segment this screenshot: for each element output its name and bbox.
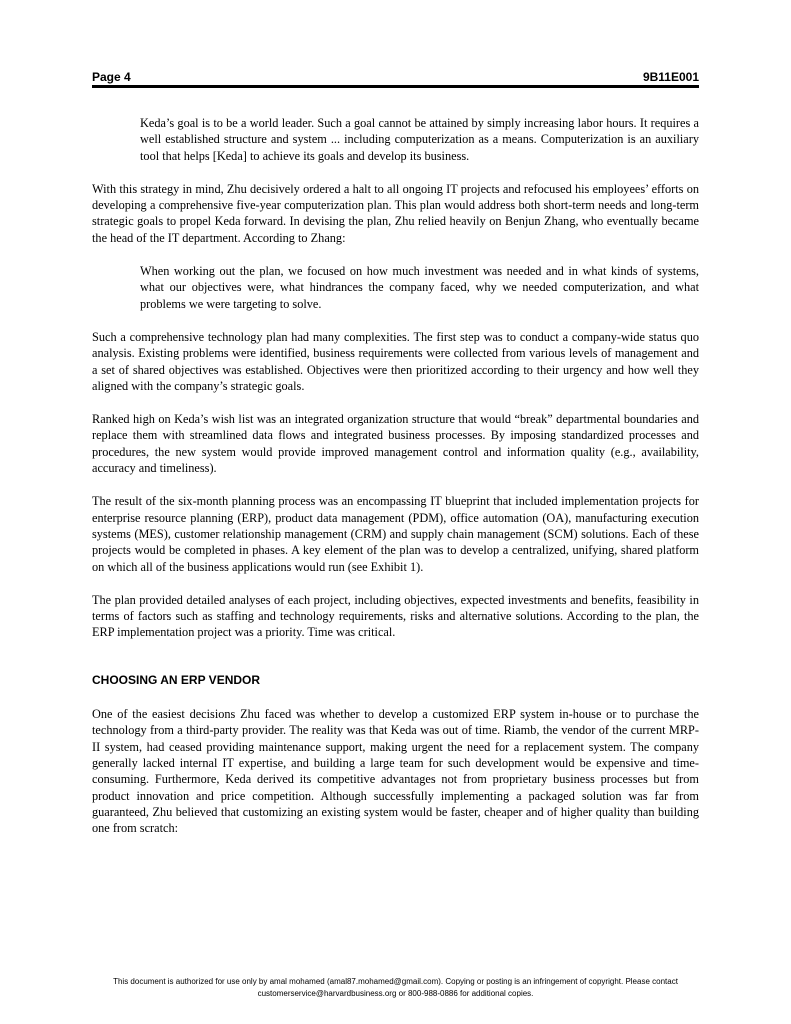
copyright-footer (70, 976, 721, 1000)
case-number: 9B11E001 (642, 70, 699, 84)
paragraph-complexities: Such a comprehensive technology plan had many complexities. The first step was to conduct a company-wide status quo analysis. Existing problems were identified, business requirements were collected from various levels of management and a set of shared objectives was established. Objectives were then prioritized according to their urgency and how well they aligned with the company’s strategic goals. (92, 329, 699, 393)
paragraph-blueprint: The result of the six-month planning process was an encompassing IT blueprint that included implementation projects for enterprise resource planning (ERP), product data management (PDM), office automation (OA), manufacturing execution systems (MES), customer relationship management (CRM) and supply chain management (SCM) solutions. Each of these projects would be completed in phases. A key element of the plan was to develop a centralized, unifying, shared platform on which all of the business applications would run (see Exhibit 1). (92, 494, 699, 574)
document-body (92, 115, 699, 853)
paragraph-wish-list: Ranked high on Keda’s wish list was an integrated organization structure that would “break” departmental boundaries and replace them with streamlined data flows and integrated business processes. By imposing standardized processes and procedures, the new system would provide improved management control and information quality (e.g., availability, accuracy and timeliness). (92, 412, 699, 476)
page-header (92, 68, 699, 86)
section-heading: CHOOSING AN ERP VENDOR (92, 672, 261, 687)
paragraph-erp-vendor: One of the easiest decisions Zhu faced was whether to develop a customized ERP system in-house or to purchase the technology from a third-party provider. The reality was that Keda was out of time. Riamb, the vendor of the current MRP-II system, had ceased providing maintenance support, making urgent the need for a replacement system. The company generally lacked internal IT expertise, and building a large team for such development would be expensive and time-consuming. Furthermore, Keda derived its competitive advantages not from proprietary business processes but from product innovation and price competition. Although successfully implementing a packaged solution was far from guaranteed, Zhu believed that customizing an existing system would be faster, cheaper and of higher quality than building one from scratch: (92, 707, 699, 836)
block-quote-keda-goal: Keda’s goal is to be a world leader. Such a goal cannot be attained by simply increasing labor hours. It requires a well established structure and system ... including computerization as a means. Computerization is an auxiliary tool that helps [Keda] to achieve its goals and develop its business. (140, 116, 699, 163)
page-number: Page 4 (92, 70, 131, 84)
paragraph-analyses: The plan provided detailed analyses of each project, including objectives, expected investments and benefits, feasibility in terms of factors such as staffing and technology requirements, risks and alternative solutions. According to the plan, the ERP implementation project was a priority. Time was critical. (92, 592, 699, 640)
paragraph-strategy: With this strategy in mind, Zhu decisively ordered a halt to all ongoing IT projects and refocused his employees’ efforts on developing a comprehensive five-year computerization plan. This plan would address both short-term needs and long-term strategic goals to propel Keda forward. In devising the plan, Zhu relied heavily on Benjun Zhang, who eventually became the head of the IT department. According to Zhang: (92, 181, 699, 245)
footer-line-1: This document is authorized for use only by amal mohamed (amal87.mohamed@gmail.com). Copying or posting is an infringement of copyright. Please contact (113, 977, 678, 986)
footer-line-2: customerservice@harvardbusiness.org or 800-988-0886 for additional copies. (257, 989, 534, 998)
block-quote-zhang: When working out the plan, we focused on how much investment was needed and in what kinds of systems, what our objectives were, what hindrances the company faced, why we needed computerization, and what problems we were targeting to solve. (140, 264, 699, 311)
header-divider (92, 85, 699, 88)
